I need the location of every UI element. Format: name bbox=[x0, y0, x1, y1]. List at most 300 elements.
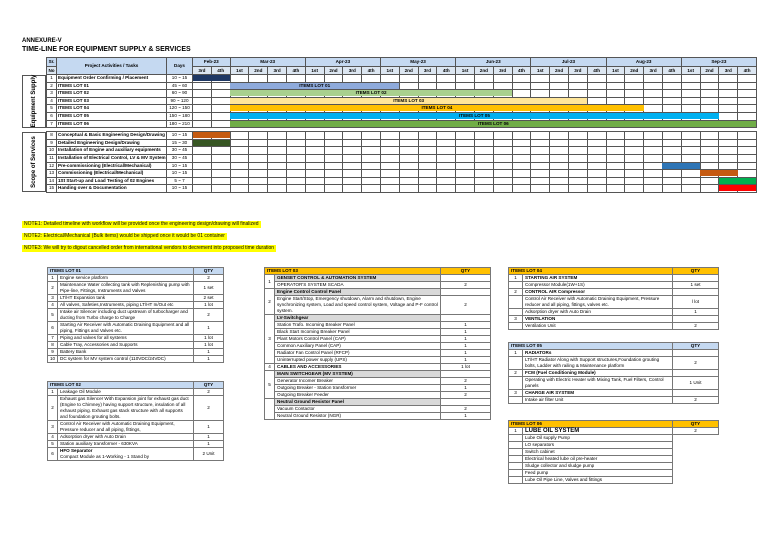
row-qty: 1 bbox=[441, 357, 491, 364]
week-cell bbox=[550, 147, 569, 155]
week-cell bbox=[343, 75, 362, 83]
row-qty: 2 bbox=[441, 392, 491, 399]
row-item: Control Air Receiver with Automatic Draining Equipment, Pressure reducer and all piping, fittings, valves etc. bbox=[523, 296, 673, 309]
week-cell bbox=[362, 177, 381, 185]
week-cell bbox=[399, 154, 418, 162]
row-no: 10 bbox=[48, 356, 58, 363]
task-name: ITEMS LOT 05 bbox=[57, 112, 167, 120]
task-row bbox=[47, 185, 757, 193]
week-cell bbox=[343, 185, 362, 193]
week-cell bbox=[662, 139, 681, 147]
week-cell bbox=[719, 139, 738, 147]
week-cell bbox=[719, 75, 738, 83]
week-cell bbox=[587, 154, 606, 162]
task-days: 5 ~ 7 bbox=[167, 177, 193, 185]
task-name: 1St Start-up and Load Testing of 02 Engines bbox=[57, 177, 167, 185]
task-no: 15 bbox=[47, 185, 57, 193]
week-cell bbox=[380, 132, 399, 140]
week-cell bbox=[437, 75, 456, 83]
week-cell bbox=[305, 162, 324, 170]
week-cell bbox=[738, 170, 757, 178]
task-days: 90 ~ 120 bbox=[167, 97, 193, 105]
row-item: Lube Oil Pipe Line, Valves and fittings bbox=[523, 477, 673, 484]
week-header: 1st bbox=[380, 66, 399, 75]
week-cell bbox=[437, 82, 456, 90]
week-header: 2nd bbox=[700, 66, 719, 75]
qty-header: QTY bbox=[673, 421, 719, 428]
week-cell bbox=[550, 132, 569, 140]
week-cell bbox=[550, 162, 569, 170]
week-cell bbox=[531, 170, 550, 178]
week-cell bbox=[625, 97, 644, 105]
row-item: LT/HT Radiator Along with Support structures,Foundation grouting bolts, Ladder with railing & Maintenance platform bbox=[523, 357, 673, 370]
week-header: 3rd bbox=[719, 66, 738, 75]
week-cell bbox=[531, 75, 550, 83]
week-cell bbox=[568, 82, 587, 90]
timeline-bar bbox=[662, 163, 700, 169]
row-no bbox=[509, 449, 523, 456]
week-cell bbox=[399, 132, 418, 140]
week-header: 2nd bbox=[625, 66, 644, 75]
week-cell bbox=[550, 177, 569, 185]
week-header: 1st bbox=[681, 66, 700, 75]
row-item: Station auxiliary transformer - 630KVA bbox=[58, 441, 194, 448]
week-cell bbox=[305, 170, 324, 178]
week-cell bbox=[568, 177, 587, 185]
section-title: GENSET CONTROL & AUTOMATION SYSTEM bbox=[275, 275, 441, 282]
row-no: 2 bbox=[48, 396, 58, 421]
task-no: 9 bbox=[47, 139, 57, 147]
task-days: 30 ~ 45 bbox=[167, 147, 193, 155]
row-no: 6 bbox=[48, 448, 58, 461]
week-cell bbox=[474, 147, 493, 155]
week-cell bbox=[625, 82, 644, 90]
week-cell bbox=[681, 177, 700, 185]
week-cell bbox=[550, 170, 569, 178]
week-cell bbox=[305, 132, 324, 140]
week-header: 3rd bbox=[193, 66, 212, 75]
week-cell bbox=[568, 90, 587, 98]
week-cell bbox=[568, 139, 587, 147]
week-cell bbox=[437, 185, 456, 193]
week-cell bbox=[719, 132, 738, 140]
row-item: HFO Separator bbox=[60, 448, 93, 453]
week-cell bbox=[249, 162, 268, 170]
row-no: 3 bbox=[509, 316, 523, 323]
week-header: 2nd bbox=[249, 66, 268, 75]
week-cell bbox=[606, 147, 625, 155]
section-title: Neutral Ground Resistor Panel bbox=[275, 399, 441, 406]
week-cell bbox=[512, 162, 531, 170]
section-title: LV-Switchgear bbox=[275, 315, 441, 322]
week-cell bbox=[211, 97, 230, 105]
row-qty: 1 bbox=[194, 322, 224, 335]
week-cell bbox=[437, 132, 456, 140]
week-cell bbox=[625, 154, 644, 162]
timeline-bar: ITEMS LOT 06 bbox=[230, 121, 756, 127]
row-item: Leakage Oil Module bbox=[58, 389, 194, 396]
task-days: 10 ~ 15 bbox=[167, 185, 193, 193]
week-cell bbox=[249, 147, 268, 155]
page-title: TIME-LINE FOR EQUIPMENT SUPPLY & SERVICES bbox=[22, 46, 191, 53]
week-cell bbox=[193, 112, 212, 120]
row-item: Control Air Receiver with Automatic Draining Equipment, Pressure reducer and all piping, fittings, bbox=[58, 421, 194, 434]
week-cell bbox=[493, 147, 512, 155]
row-qty: 2 bbox=[673, 323, 719, 330]
week-cell bbox=[324, 75, 343, 83]
row-no: 3 bbox=[48, 421, 58, 434]
week-cell bbox=[587, 147, 606, 155]
month-header: Feb-23 bbox=[193, 58, 231, 67]
week-cell bbox=[644, 105, 663, 113]
section-title: MAIN SWITCHGEAR (MV SYSTEM) bbox=[275, 371, 441, 378]
row-no: 1 bbox=[265, 275, 275, 289]
row-item: Common Auxiliary Panel (CAP) bbox=[275, 343, 441, 350]
week-cell bbox=[456, 139, 475, 147]
week-cell bbox=[399, 185, 418, 193]
week-cell bbox=[606, 139, 625, 147]
week-cell bbox=[343, 154, 362, 162]
task-name: ITEMS LOT 02 bbox=[57, 90, 167, 98]
row-item: Battery Bank bbox=[58, 349, 194, 356]
row-item: Outgoing Breaker Feeder bbox=[275, 392, 441, 399]
week-cell bbox=[437, 154, 456, 162]
week-cell bbox=[437, 147, 456, 155]
row-qty: 1 set bbox=[673, 282, 719, 289]
week-cell bbox=[719, 97, 738, 105]
task-days: 150 ~ 180 bbox=[167, 112, 193, 120]
week-cell bbox=[343, 177, 362, 185]
week-cell bbox=[362, 162, 381, 170]
row-qty: 1 bbox=[441, 329, 491, 336]
task-no: 10 bbox=[47, 147, 57, 155]
week-cell bbox=[399, 177, 418, 185]
task-row bbox=[47, 132, 757, 140]
qty-header: QTY bbox=[673, 268, 719, 275]
week-cell bbox=[700, 82, 719, 90]
row-item: OPERATOR'S SYSTEM SCADA bbox=[275, 282, 441, 289]
task-row bbox=[47, 170, 757, 178]
week-cell bbox=[531, 185, 550, 193]
section-title: VENTILATION bbox=[523, 316, 673, 323]
week-cell bbox=[286, 132, 305, 140]
section-title: CONTROL AIR Compressor bbox=[523, 289, 673, 296]
task-row bbox=[47, 154, 757, 162]
week-cell bbox=[550, 139, 569, 147]
week-cell bbox=[700, 162, 719, 170]
week-cell bbox=[418, 177, 437, 185]
week-cell bbox=[474, 139, 493, 147]
task-no: 6 bbox=[47, 112, 57, 120]
week-cell bbox=[474, 177, 493, 185]
week-cell bbox=[681, 82, 700, 90]
week-cell bbox=[531, 90, 550, 98]
row-qty: 1 lot bbox=[194, 302, 224, 309]
week-cell bbox=[662, 170, 681, 178]
week-cell bbox=[268, 147, 287, 155]
task-no: 12 bbox=[47, 162, 57, 170]
lot02-title: ITEMS LOT 02 bbox=[48, 382, 194, 389]
row-item: Maintenance Water collecting tank with Replenishing pump with Pipe-line, Fittings, Instruments and Valves bbox=[58, 282, 194, 295]
week-cell bbox=[343, 139, 362, 147]
row-item: Adsorption dryer with Auto Drain bbox=[58, 434, 194, 441]
row-item: Engine Start/Stop, Emergency shutdown, Alarm and shutdown, Engine synchronizing system, Load and speed control system, Voltage and P-F control system. bbox=[275, 296, 441, 315]
week-cell bbox=[587, 177, 606, 185]
week-cell bbox=[681, 147, 700, 155]
week-cell bbox=[550, 185, 569, 193]
week-header: 4th bbox=[362, 66, 381, 75]
week-cell bbox=[268, 75, 287, 83]
week-cell bbox=[662, 82, 681, 90]
week-cell bbox=[606, 132, 625, 140]
week-cell bbox=[286, 147, 305, 155]
row-item: Compressor Module(1W+1S) bbox=[523, 282, 673, 289]
lot06-table bbox=[508, 420, 719, 484]
scope-of-services-label: Scope of Services bbox=[22, 132, 46, 193]
week-cell bbox=[193, 120, 212, 128]
week-header: 1st bbox=[305, 66, 324, 75]
week-cell bbox=[493, 177, 512, 185]
month-header: Sep-23 bbox=[681, 58, 756, 67]
week-header: 4th bbox=[437, 66, 456, 75]
week-cell bbox=[644, 90, 663, 98]
week-cell bbox=[230, 75, 249, 83]
week-cell bbox=[474, 170, 493, 178]
equipment-supply-label: Equipment Supply bbox=[22, 75, 46, 128]
row-qty: 1 bbox=[194, 434, 224, 441]
row-item: Feed pump bbox=[523, 470, 673, 477]
row-item: Vacuum Contactor bbox=[275, 406, 441, 413]
row-qty: 2 bbox=[194, 309, 224, 322]
section-title: Engine Control Control Panel bbox=[275, 289, 441, 296]
task-no: 13 bbox=[47, 170, 57, 178]
week-header: 3rd bbox=[343, 66, 362, 75]
row-no: 4 bbox=[48, 302, 58, 309]
week-cell bbox=[193, 162, 212, 170]
row-no: 5 bbox=[265, 371, 275, 399]
section-title: STARTING AIR SYSTEM bbox=[523, 275, 673, 282]
week-cell bbox=[587, 82, 606, 90]
week-cell bbox=[512, 139, 531, 147]
week-cell bbox=[230, 132, 249, 140]
week-cell bbox=[700, 177, 719, 185]
task-days: 60 ~ 90 bbox=[167, 90, 193, 98]
week-cell bbox=[512, 82, 531, 90]
week-cell bbox=[211, 90, 230, 98]
row-no: 1 bbox=[509, 275, 523, 282]
month-header: Jul-23 bbox=[531, 58, 606, 67]
week-cell bbox=[719, 154, 738, 162]
row-no: 8 bbox=[48, 342, 58, 349]
week-cell bbox=[230, 154, 249, 162]
week-cell bbox=[568, 170, 587, 178]
week-cell bbox=[249, 75, 268, 83]
week-cell bbox=[662, 132, 681, 140]
task-no: 3 bbox=[47, 90, 57, 98]
row-no: 7 bbox=[48, 335, 58, 342]
week-cell bbox=[362, 185, 381, 193]
week-cell bbox=[362, 154, 381, 162]
row-item: Ventilation Unit bbox=[523, 323, 673, 330]
lot03-title: ITEMS LOT 03 bbox=[265, 268, 441, 275]
timeline-bar bbox=[719, 178, 757, 184]
week-cell bbox=[719, 105, 738, 113]
week-cell bbox=[644, 139, 663, 147]
week-cell bbox=[700, 154, 719, 162]
row-subitem: Compact Module as 1-Working - 1 Stand by bbox=[60, 454, 150, 459]
week-cell bbox=[456, 82, 475, 90]
week-cell bbox=[211, 162, 230, 170]
row-item: Black Start Incoming Breaker Panel bbox=[275, 329, 441, 336]
month-header: Aug-23 bbox=[606, 58, 681, 67]
week-cell bbox=[418, 170, 437, 178]
task-row bbox=[47, 139, 757, 147]
week-header: 4th bbox=[662, 66, 681, 75]
lot05-title: ITEMS LOT 05 bbox=[509, 343, 673, 350]
task-days: 10 ~ 15 bbox=[167, 132, 193, 140]
task-header: Project Activities / Tasks bbox=[57, 58, 167, 75]
week-header: 2nd bbox=[474, 66, 493, 75]
week-cell bbox=[211, 112, 230, 120]
note-2: NOTE2: Electrical/Mechanical (Bulk items) would be shipped once it would be 01 container bbox=[24, 233, 225, 239]
week-cell bbox=[644, 154, 663, 162]
note-1: NOTE1: Detailed timeline with workflow will be provided once the engineering design/drawing will finalized bbox=[24, 221, 259, 227]
row-qty: 2 bbox=[194, 389, 224, 396]
week-cell bbox=[606, 154, 625, 162]
week-cell bbox=[324, 177, 343, 185]
sr-header: Sr. bbox=[47, 58, 57, 67]
task-no: 2 bbox=[47, 82, 57, 90]
week-cell bbox=[380, 154, 399, 162]
week-cell bbox=[324, 162, 343, 170]
week-cell bbox=[625, 170, 644, 178]
row-item: DC system for MV system control (110VDC/24VDC) bbox=[58, 356, 194, 363]
week-cell bbox=[625, 132, 644, 140]
week-cell bbox=[625, 90, 644, 98]
week-cell bbox=[399, 162, 418, 170]
week-cell bbox=[268, 154, 287, 162]
week-cell bbox=[399, 82, 418, 90]
week-cell bbox=[211, 82, 230, 90]
week-cell bbox=[268, 185, 287, 193]
week-cell bbox=[606, 185, 625, 193]
month-header: May-23 bbox=[380, 58, 455, 67]
week-cell bbox=[568, 147, 587, 155]
row-item: LT/HT Expansion tank bbox=[58, 295, 194, 302]
lot01-table bbox=[47, 267, 224, 363]
week-cell bbox=[681, 132, 700, 140]
task-name: Pre-commissioning (Electrical/Mechanical) bbox=[57, 162, 167, 170]
week-cell bbox=[418, 132, 437, 140]
week-cell bbox=[286, 154, 305, 162]
week-cell bbox=[437, 139, 456, 147]
row-no bbox=[509, 435, 523, 442]
week-cell bbox=[268, 162, 287, 170]
week-cell bbox=[456, 132, 475, 140]
week-header: 1st bbox=[456, 66, 475, 75]
row-qty: 1 bbox=[194, 356, 224, 363]
timeline-bar: ITEMS LOT 02 bbox=[230, 90, 512, 96]
task-name: ITEMS LOT 04 bbox=[57, 105, 167, 113]
task-days: 30 ~ 45 bbox=[167, 154, 193, 162]
week-cell bbox=[512, 185, 531, 193]
week-cell bbox=[456, 170, 475, 178]
week-cell bbox=[418, 139, 437, 147]
week-cell bbox=[587, 170, 606, 178]
row-qty: 1 bbox=[441, 343, 491, 350]
week-cell bbox=[305, 177, 324, 185]
week-cell bbox=[211, 105, 230, 113]
week-cell bbox=[606, 162, 625, 170]
row-item: Exhaust gas Silencer With Expansion joint for exhaust gas duct (Engine to Chimney) having support structure, insulation of all exhaust piping. Exhaust gas stack structure with all supports and foundation grouting bolts. bbox=[58, 396, 194, 421]
row-qty: 2 bbox=[673, 357, 719, 370]
week-cell bbox=[493, 82, 512, 90]
task-row bbox=[47, 82, 757, 90]
timeline-bar: ITEMS LOT 01 bbox=[230, 83, 399, 89]
week-cell bbox=[644, 147, 663, 155]
week-cell bbox=[418, 154, 437, 162]
week-cell bbox=[738, 132, 757, 140]
week-cell bbox=[456, 185, 475, 193]
task-name: Equipment Order Confirming / Placement bbox=[57, 75, 167, 83]
row-item: Electrical heated lube oil pre-heater bbox=[523, 456, 673, 463]
week-cell bbox=[211, 185, 230, 193]
row-item: Operating with Electric Heater with Mixing Tank, Fuel Filters, Control panels bbox=[523, 377, 673, 390]
week-cell bbox=[719, 162, 738, 170]
task-no: 8 bbox=[47, 132, 57, 140]
week-cell bbox=[286, 75, 305, 83]
row-qty: 2 set bbox=[194, 295, 224, 302]
week-cell bbox=[625, 139, 644, 147]
week-cell bbox=[474, 75, 493, 83]
week-cell bbox=[399, 75, 418, 83]
week-cell bbox=[211, 120, 230, 128]
task-name: Installation of Engine and auxiliary equipments bbox=[57, 147, 167, 155]
row-no: 2 bbox=[265, 289, 275, 315]
week-cell bbox=[324, 185, 343, 193]
row-item: Engine service platform bbox=[58, 275, 194, 282]
week-cell bbox=[230, 177, 249, 185]
week-cell bbox=[606, 90, 625, 98]
week-cell bbox=[324, 147, 343, 155]
week-cell bbox=[662, 105, 681, 113]
row-no bbox=[265, 399, 275, 420]
week-cell bbox=[418, 82, 437, 90]
week-cell bbox=[211, 177, 230, 185]
task-name: Commissioning (Electrical/Mechanical) bbox=[57, 170, 167, 178]
row-qty: 1 Unit bbox=[673, 377, 719, 390]
row-item: Intake air filter Unit bbox=[523, 397, 673, 404]
qty-header: QTY bbox=[194, 382, 224, 389]
week-header: 3rd bbox=[268, 66, 287, 75]
week-cell bbox=[343, 170, 362, 178]
week-cell bbox=[512, 90, 531, 98]
week-header: 4th bbox=[286, 66, 305, 75]
row-item: Uninterrupted power supply (UPS) bbox=[275, 357, 441, 364]
week-cell bbox=[550, 154, 569, 162]
row-qty: 2 bbox=[441, 406, 491, 413]
timeline-bar: ITEMS LOT 03 bbox=[230, 98, 587, 104]
week-cell bbox=[625, 75, 644, 83]
task-name: ITEMS LOT 06 bbox=[57, 120, 167, 128]
week-cell bbox=[625, 147, 644, 155]
week-cell bbox=[286, 170, 305, 178]
week-cell bbox=[305, 154, 324, 162]
row-qty: 2 bbox=[441, 282, 491, 289]
row-qty: 2 bbox=[194, 275, 224, 282]
row-no bbox=[509, 442, 523, 449]
task-name: Conceptual & Basic Engineering Design/Drawing bbox=[57, 132, 167, 140]
